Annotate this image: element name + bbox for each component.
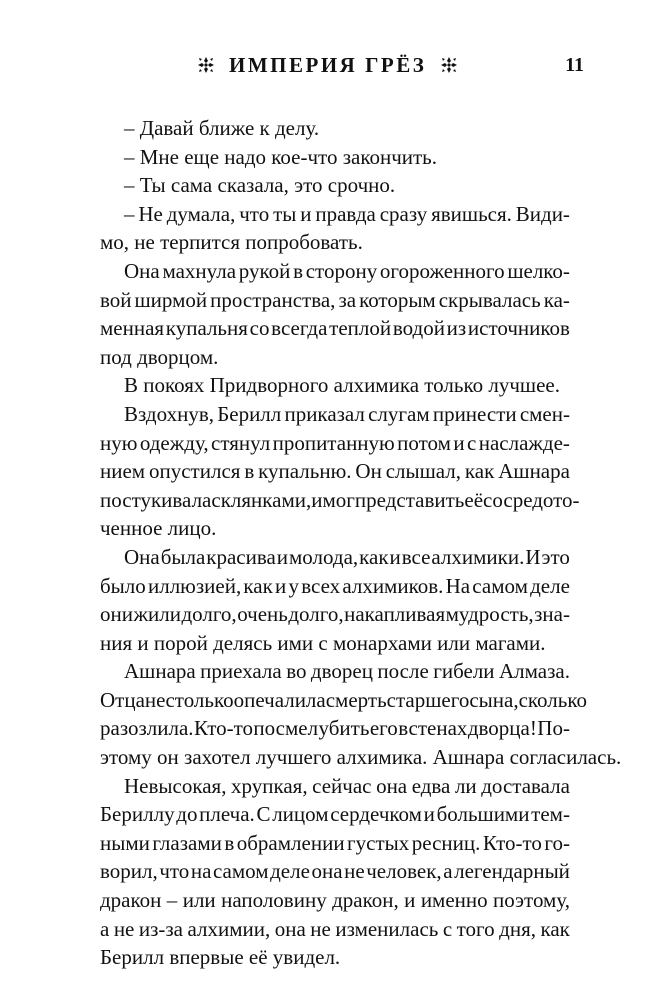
- text-line: – Ты сама сказала, это срочно.: [124, 173, 396, 198]
- text-line: нием опустился в купальню. Он слышал, как Ашнара: [100, 459, 570, 484]
- text-line: было иллюзией, как и у всех алхимиков. На самом деле: [100, 573, 570, 598]
- page-number: 11: [565, 54, 584, 76]
- cross-flourish-icon: [440, 56, 458, 74]
- text-line: дракон – или наполовину дракон, и именно поэтому,: [100, 888, 570, 913]
- text-line: они жили долго, очень долго, накапливая мудрость, зна-: [100, 602, 570, 627]
- text-line: Берилл впервые её увидел.: [100, 945, 341, 970]
- text-line: – Давай ближе к делу.: [124, 116, 320, 140]
- text-line: ными глазами в обрамлении густых ресниц. Кто-то го-: [100, 830, 570, 855]
- text-line: ную одежду, стянул пропитанную потом и с наслажде-: [100, 430, 570, 455]
- text-line: Бериллу до плеча. С лицом сердечком и большими тем-: [100, 802, 570, 827]
- text-line: этому он захотел лучшего алхимика. Ашнара согласилась.: [100, 745, 622, 770]
- text-line: ченное лицо.: [100, 516, 217, 541]
- text-line: под дворцом.: [100, 344, 219, 369]
- text-line: а не из-за алхимии, она не изменилась с того дня, как: [100, 916, 570, 941]
- text-line: ворил, что на самом деле она не человек, а легендарный: [100, 859, 570, 884]
- running-title: [197, 50, 458, 80]
- text-line: ния и порой делясь ими с монархами или магами.: [100, 630, 546, 655]
- book-title: ИМПЕРИЯ ГРЁЗ: [229, 52, 427, 77]
- page-header: [0, 50, 664, 80]
- cross-flourish-icon: [197, 56, 215, 74]
- text-line: постукивала склянками, и мог представить её сосредото-: [100, 487, 580, 512]
- text-line: Вздохнув, Берилл приказал слугам принести смен-: [124, 401, 570, 426]
- text-line: Отца не столько опечалила смерть старшего сына, сколько: [100, 687, 587, 712]
- text-line: вой ширмой пространства, за которым скрывалась ка-: [100, 287, 570, 312]
- text-line: Невысокая, хрупкая, сейчас она едва ли доставала: [124, 773, 570, 798]
- body-text: [100, 114, 622, 972]
- text-line: Ашнара приехала во дворец после гибели Алмаза.: [124, 659, 570, 684]
- text-line: В покоях Придворного алхимика только лучшее.: [124, 373, 560, 398]
- text-line: менная купальня со всегда теплой водой из источников: [100, 316, 570, 341]
- text-line: мо, не терпится попробовать.: [100, 230, 363, 255]
- text-line: разозлила. Кто-то посмел убить его в стенах дворца! По-: [100, 716, 570, 741]
- text-line: Она была красива и молода, как и все алхимики. И это: [124, 544, 570, 569]
- text-line: – Мне еще надо кое-что закончить.: [124, 144, 438, 169]
- text-line: – Не думала, что ты и правда сразу явишься. Види-: [124, 201, 570, 226]
- text-line: Она махнула рукой в сторону огороженного шелко-: [124, 258, 570, 283]
